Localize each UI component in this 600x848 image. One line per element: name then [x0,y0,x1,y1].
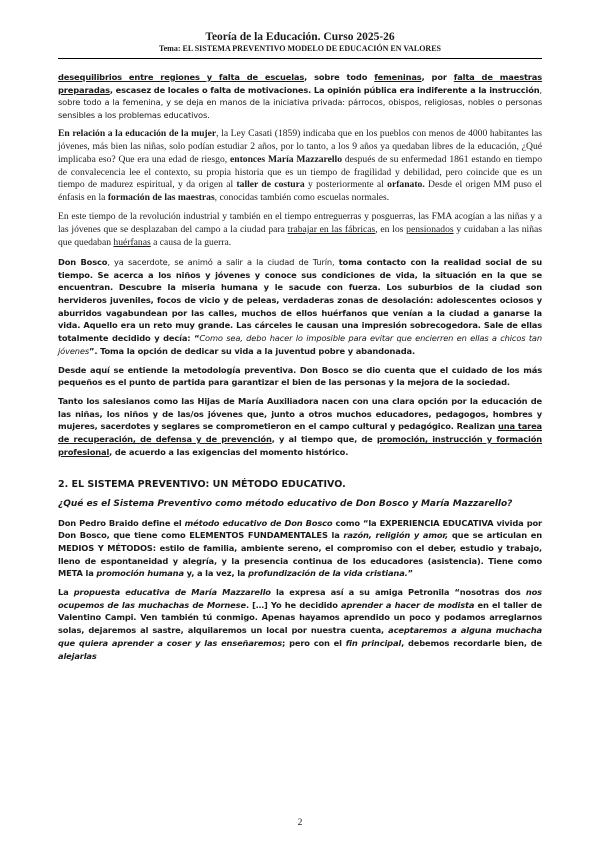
text-run: después de su enfermedad 1861 estando en tiempo de convalecencia lee el contexto, su propia historia que es un tiempo de fragilidad y debilidad, pero coincide que es un tiempo de madurez espiritual, y da origen al [58,153,542,191]
text-run: aprender a hacer de modista [341,599,475,610]
text-run: , ya sacerdote, se animó a salir a la ciudad de Turín, [107,256,339,267]
text-run: falta de maestras preparadas [58,72,542,95]
text-run: . Don Bosco se dio cuenta que el cuidado de los más pequeños es el punto de partida para garantizar el bien de las personas y la mejora de la sociedad. [58,364,542,388]
text-run: razón, religión y amor, [343,530,449,541]
text-run: profundización de la vida cristiana. [248,568,408,579]
text-run: , la Ley Casati (1859) indicaba que en los pueblos con menos de 4000 habitantes las jóvenes, más bien las niñas, solo podían estudiar 2 años, por lo tanto, a los 9 años ya quedaban libres de la educación, ¿Qué implicaba eso? Que era una edad de riesgo, [58,127,542,165]
text-run: propuesta educativa de María Mazzarello [73,587,271,598]
text-run: define el [141,517,185,528]
text-run: orfanato. [387,179,425,191]
section-question: ¿Qué es el Sistema Preventivo como método educativo de Don Bosco y María Mazzarello? [58,498,513,509]
text-run: promoción humana [96,568,184,579]
text-run: metodología preventiva [183,364,294,375]
text-run: pensionados [406,224,454,236]
paragraph-preventive-methodology [58,364,542,389]
text-run: La [58,587,74,598]
text-run: taller de costura [236,179,305,191]
text-run: femeninas [374,72,422,82]
text-run: Desde el origen MM puso el énfasis en la [58,179,543,204]
text-run: alejarlas [58,650,97,661]
paragraph-women-education [58,128,542,205]
text-run: trabajar en las fábricas [287,224,376,236]
text-run: que se articulan en MEDIOS Y MÉTODOS: estilo de familia, ambiente sereno, el compromiso con el deber, estudio y trabajo, lleno de espontaneidad y alegría, y la presencia continua de los educadores (asistencia). Tiene como META la [58,530,542,579]
section-heading: 2. EL SISTEMA PREVENTIVO: UN MÉTODO EDUCATIVO. [58,478,346,490]
text-run: toma contacto con la realidad social de su tiempo. Se acerca a los niños y jóvenes y conoce sus condiciones de vida, la situación en la que se encuentran. Descubre la miseria humana y le sacude con fuerza. Los suburbios de la ciudad son hervideros juveniles, focos de vicio y de peleas, verdaderas zonas de desolación: adolescentes ociosos y aburridos vagabundean por las calles, muchos de ellos huérfanos que venían a la ciudad a ganarse la vida. Aquello era un reto muy grande. Las cárceles le causan una impresión sobrecogedora. Sale de ellas totalmente decidido y decía: “ [58,256,542,344]
text-run: método educativo de Don Bosco [184,517,333,528]
text-run: , y al tiempo que, de [271,434,377,445]
text-run: desequilibrios entre regiones y falta de escuelas [58,72,305,82]
text-run: , de acuerdo a las exigencias del momento histórico. [109,446,349,457]
text-run: que, junto a otros muchos educadores, pedagogos, hombres y mujeres, sacerdotes y seglares se comprometieron en el campo cultural y pedagógico. Realizan [58,408,542,432]
text-run: ; pero con el [282,637,346,648]
topic-subtitle: Tema: EL SISTEMA PREVENTIVO MODELO DE EDUCACIÓN EN VALORES [159,44,441,53]
text-run: , conocidas también como escuelas normales. [214,192,390,204]
text-run: como “ [332,517,369,528]
text-run: , en los [375,224,407,236]
text-run: Como sea, debo hacer lo imposible para evitar que encierren en ellas a chicos tan jóvenes [58,333,542,356]
paragraph-industrial-revolution [58,211,542,250]
text-run: huérfanas [113,237,151,249]
paragraph-salesians [58,395,542,459]
page-number: 2 [297,818,303,828]
text-run: ”. Toma la opción de dedicar su vida a la juventud pobre y abandonada. [89,345,415,356]
paragraph-context [58,71,542,122]
text-run: Don Bosco [58,256,108,267]
text-run: a causa de la guerra. [150,237,232,249]
page-header [0,31,600,53]
course-title: Teoría de la Educación. Curso 2025-26 [205,31,395,43]
text-run: ” [407,568,413,579]
text-run: Tanto los salesianos como las Hijas de María Auxiliadora nacen con una [58,396,393,406]
text-run: y, a la vez, la [183,568,249,579]
text-run: nos ocupemos de las muchachas de Mornese [58,587,542,610]
paragraph-don-bosco [58,256,542,358]
text-run: Desde aquí se entiende la [58,364,184,375]
text-run: , escasez de locales o falta de motivaciones. [109,84,314,95]
text-run: entonces María Mazzarello [229,153,343,165]
text-run: la EXPERIENCIA EDUCATIVA vivida por Don Bosco, que tiene como ELEMENTOS FUNDAMENTALES la [58,517,542,541]
text-run: , debemos recordarle bien, de [401,637,542,648]
text-run: aceptaremos a alguna muchacha que quiera aprender a coser y las enseñaremos [58,625,542,648]
text-run: promoción, instrucción y formación profesional [58,434,542,457]
text-run: , por [421,72,454,82]
text-run: clara opción por la educación de las niñas, los niños y de las/os jóvenes [58,396,542,419]
paragraph-mazzarello-proposal [58,586,542,662]
text-run: y cuidaban a las niñas que quedaban [58,224,542,249]
text-run: una tarea de recuperación, de defensa y de prevención [58,421,543,445]
text-run: en el taller de Valentino Campi. Ven también tú conmigo. Apenas hayamos aprendido un poco y podamos arreglarnos solas, dejaremos al sastre, alquilaremos un local por nuestra cuenta, [58,599,543,636]
page-body [58,71,542,668]
text-run: fin principal [345,637,402,648]
header-rule [58,58,542,59]
text-run: Don Pedro Braido [58,517,142,528]
text-run: La opinión pública era indiferente a la instrucción [313,84,540,95]
text-run: formación de las maestras [107,192,215,204]
paragraph-braido-definition [58,517,542,581]
text-run: y posteriormente al [304,179,388,191]
text-run: En relación a la educación de la mujer [58,127,217,139]
text-run: . […] Yo he decidido [245,599,342,610]
text-run: , sobre todo [304,72,375,82]
text-run: En este tiempo de la revolución industrial y también en el tiempo entreguerras y posguerras, las FMA acogían a las niñas y a las jóvenes que se desplazaban del campo a la ciudad para [58,211,542,236]
text-run: , sobre todo a la femenina, y se deja en manos de la iniciativa privada: párrocos, obispos, religiosas, nobles o personas sensibles a los problemas educativos. [58,84,542,121]
text-run: la expresa así a su amiga Petronila “nosotras dos [270,587,526,598]
